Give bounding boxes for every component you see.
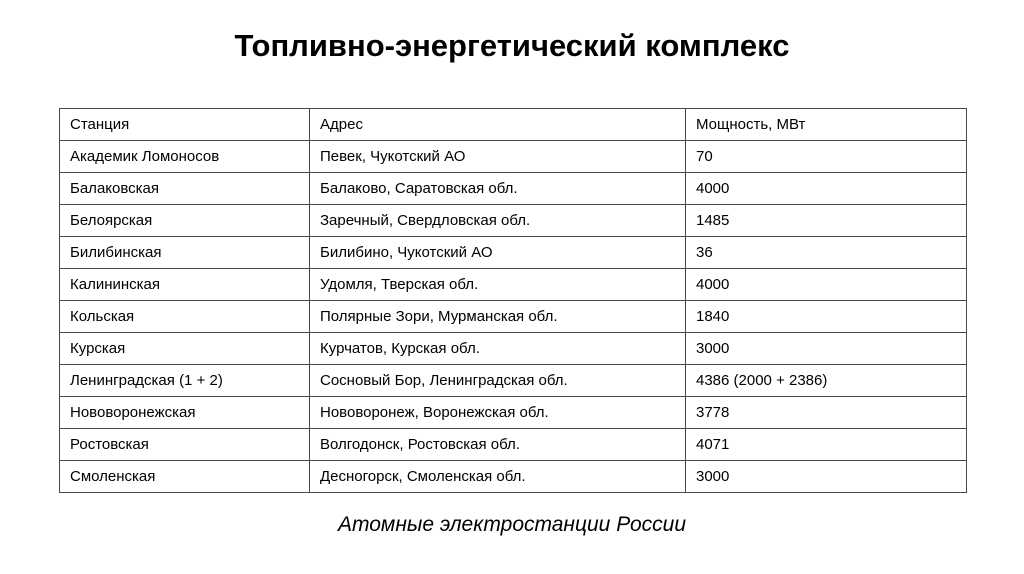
table-row: [60, 461, 967, 493]
table-header-row: [60, 109, 967, 141]
table-row: [60, 365, 967, 397]
station-cell: Калининская: [60, 269, 310, 301]
station-cell: Нововоронежская: [60, 397, 310, 429]
station-cell: Ростовская: [60, 429, 310, 461]
address-cell: Полярные Зори, Мурманская обл.: [310, 301, 686, 333]
header-address: Адрес: [310, 109, 686, 141]
power-cell: 1840: [686, 301, 967, 333]
station-cell: Смоленская: [60, 461, 310, 493]
address-cell: Певек, Чукотский АО: [310, 141, 686, 173]
header-power: Мощность, МВт: [686, 109, 967, 141]
station-cell: Ленинградская (1 + 2): [60, 365, 310, 397]
table-row: [60, 141, 967, 173]
power-cell: 70: [686, 141, 967, 173]
power-cell: 3000: [686, 461, 967, 493]
address-cell: Балаково, Саратовская обл.: [310, 173, 686, 205]
stations-table: [59, 108, 967, 493]
station-cell: Курская: [60, 333, 310, 365]
power-cell: 4071: [686, 429, 967, 461]
header-station: Станция: [60, 109, 310, 141]
power-cell: 36: [686, 237, 967, 269]
table-row: [60, 173, 967, 205]
table-row: [60, 301, 967, 333]
power-cell: 3000: [686, 333, 967, 365]
address-cell: Нововоронеж, Воронежская обл.: [310, 397, 686, 429]
power-cell: 1485: [686, 205, 967, 237]
address-cell: Билибино, Чукотский АО: [310, 237, 686, 269]
table-row: [60, 269, 967, 301]
table-body: [60, 109, 967, 493]
table-row: [60, 429, 967, 461]
address-cell: Удомля, Тверская обл.: [310, 269, 686, 301]
address-cell: Десногорск, Смоленская обл.: [310, 461, 686, 493]
slide-title: Топливно-энергетический комплекс: [234, 28, 790, 63]
table-caption: Атомные электростанции России: [337, 513, 687, 536]
table-row: [60, 397, 967, 429]
station-cell: Белоярская: [60, 205, 310, 237]
address-cell: Сосновый Бор, Ленинградская обл.: [310, 365, 686, 397]
power-cell: 3778: [686, 397, 967, 429]
table-row: [60, 333, 967, 365]
station-cell: Кольская: [60, 301, 310, 333]
address-cell: Заречный, Свердловская обл.: [310, 205, 686, 237]
table-row: [60, 205, 967, 237]
station-cell: Билибинская: [60, 237, 310, 269]
station-cell: Балаковская: [60, 173, 310, 205]
address-cell: Курчатов, Курская обл.: [310, 333, 686, 365]
power-cell: 4000: [686, 269, 967, 301]
table-row: [60, 237, 967, 269]
station-cell: Академик Ломоносов: [60, 141, 310, 173]
power-cell: 4000: [686, 173, 967, 205]
power-cell: 4386 (2000 + 2386): [686, 365, 967, 397]
address-cell: Волгодонск, Ростовская обл.: [310, 429, 686, 461]
